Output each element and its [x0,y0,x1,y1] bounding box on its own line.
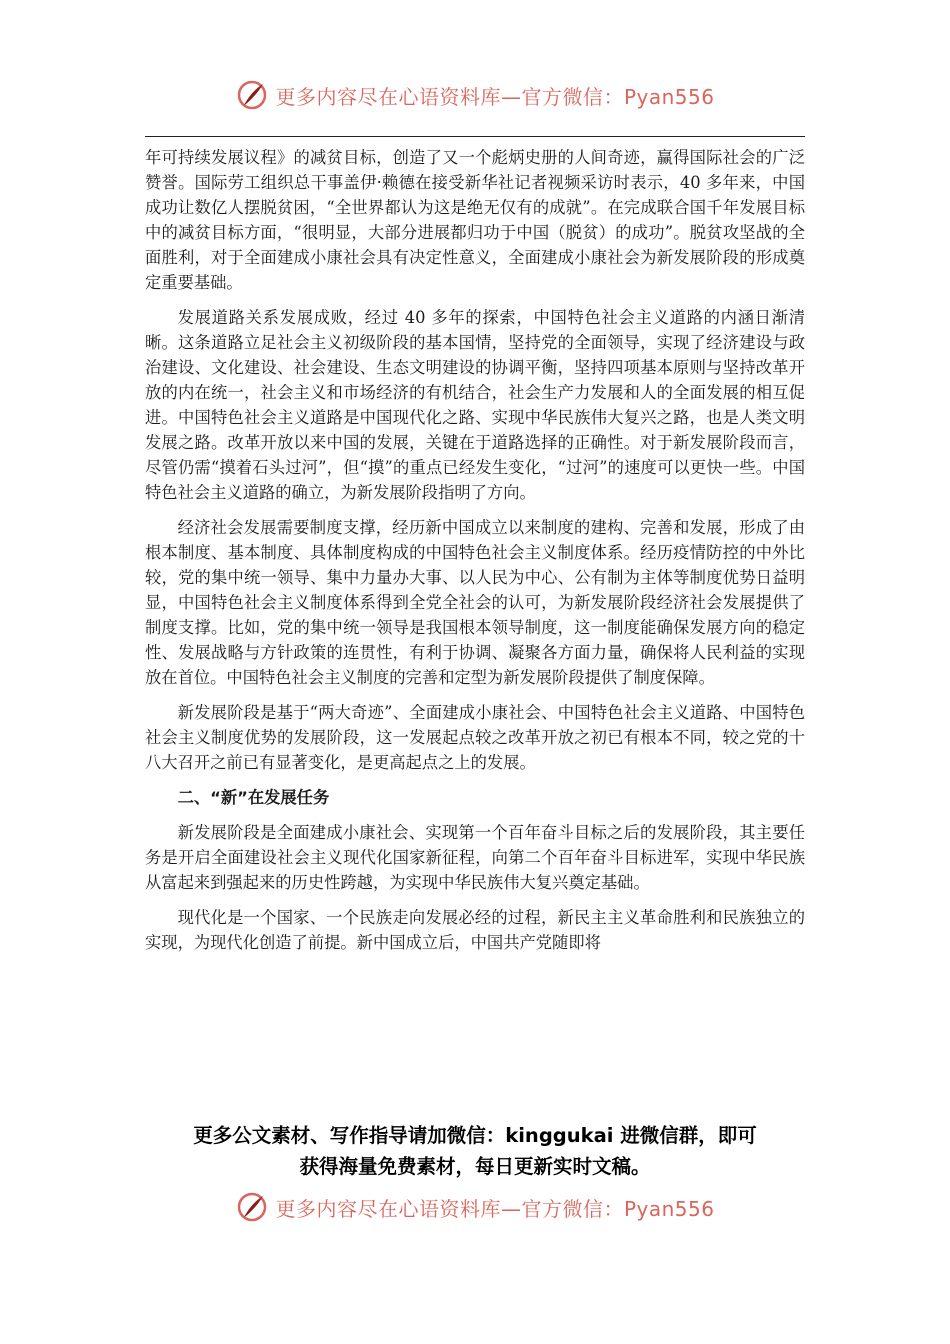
section-heading: 二、“新”在发展任务 [177,788,330,807]
promo-line-2: 获得海量免费素材，每日更新实时文稿。 [299,1155,651,1178]
header-divider [145,136,805,137]
paragraph: 经济社会发展需要制度支撑，经历新中国成立以来制度的建构、完善和发展，形成了由根本制度、基本制度、具体制度构成的中国特色社会主义制度体系。经历疫情防控的中外比较，党的集中统一领导、集中力量办大事、以人民为中心、公有制为主体等制度优势日益明显，中国特色社会主义制度体系得到全党全社会的认可，为新发展阶段经济社会发展提供了制度支撑。比如，党的集中统一领导是我国根本领导制度，这一制度能确保发展方向的稳定性、发展战略与方针政策的连贯性，有利于协调、凝聚各方面力量，确保将人民利益的实现放在首位。中国特色社会主义制度的完善和定型为新发展阶段提供了制度保障。 [145,518,805,687]
promo-line-1: 更多公文素材、写作指导请加微信：kinggukai 进微信群，即可 [193,1124,757,1147]
header-brand [0,78,950,112]
paragraph: 年可持续发展议程》的减贫目标，创造了又一个彪炳史册的人间奇迹，赢得国际社会的广泛赞誉。国际劳工组织总干事盖伊·赖德在接受新华社记者视频采访时表示，40 多年来，中国成功让数亿人摆脱贫困，“全世界都认为这是绝无仅有的成就”。在完成联合国千年发展目标中的减贫目标方面，“很明显，大部分进展都归功于中国（脱贫）的成功”。脱贫攻坚战的全面胜利，对于全面建成小康社会具有决定性意义，全面建成小康社会为新发展阶段的形成奠定重要基础。 [145,148,805,292]
article-body [145,145,805,955]
feather-logo-icon [235,1190,269,1224]
footer-brand-text: 更多内容尽在心语资料库—官方微信：Pyan556 [275,1196,715,1221]
feather-logo-icon [235,78,269,112]
paragraph: 现代化是一个国家、一个民族走向发展必经的过程，新民主主义革命胜利和民族独立的实现，为现代化创造了前提。新中国成立后，中国共产党随即将 [145,908,805,952]
promo-banner [0,1120,950,1182]
header-brand-text: 更多内容尽在心语资料库—官方微信：Pyan556 [275,84,715,109]
paragraph: 新发展阶段是基于“两大奇迹”、全面建成小康社会、中国特色社会主义道路、中国特色社会主义制度优势的发展阶段，这一发展起点较之改革开放之初已有根本不同，较之党的十八大召开之前已有显著变化，是更高起点之上的发展。 [145,703,805,772]
paragraph: 发展道路关系发展成败，经过 40 多年的探索，中国特色社会主义道路的内涵日渐清晰。这条道路立足社会主义初级阶段的基本国情，坚持党的全面领导，实现了经济建设与政治建设、文化建设、社会建设、生态文明建设的协调平衡，坚持四项基本原则与坚持改革开放的内在统一，社会主义和市场经济的有机结合，社会生产力发展和人的全面发展的相互促进。中国特色社会主义道路是中国现代化之路、实现中华民族伟大复兴之路，也是人类文明发展之路。改革开放以来中国的发展，关键在于道路选择的正确性。对于新发展阶段而言，尽管仍需“摸着石头过河”，但“摸”的重点已经发生变化，“过河”的速度可以更快一些。中国特色社会主义道路的确立，为新发展阶段指明了方向。 [145,308,805,502]
paragraph: 新发展阶段是全面建成小康社会、实现第一个百年奋斗目标之后的发展阶段，其主要任务是开启全面建设社会主义现代化国家新征程，向第二个百年奋斗目标进军，实现中华民族从富起来到强起来的历史性跨越，为实现中华民族伟大复兴奠定基础。 [145,823,805,892]
footer-brand [0,1190,950,1224]
